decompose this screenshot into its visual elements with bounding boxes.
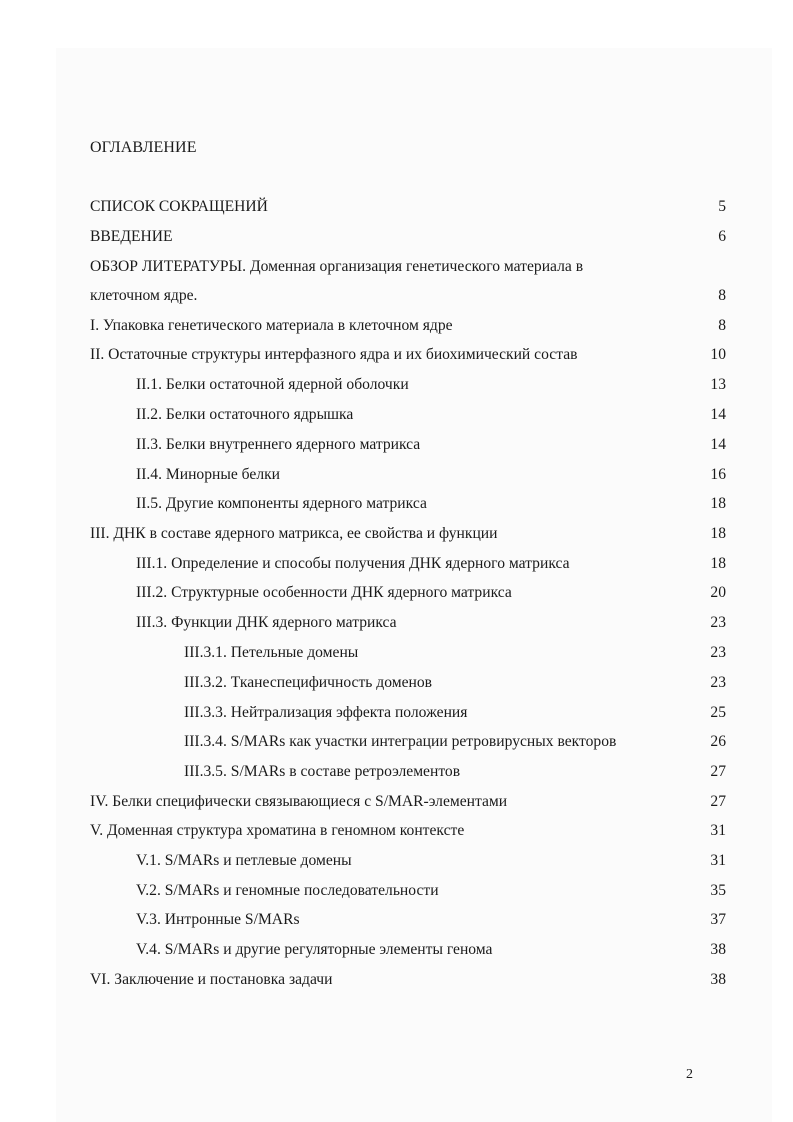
toc-entry-page: 18 (710, 555, 726, 572)
toc-entry-page: 27 (710, 793, 726, 810)
page-number: 2 (686, 1067, 693, 1082)
toc-entry-title: IV. Белки специфически связывающиеся с S/MAR-элементами (90, 793, 508, 810)
toc-entry-title: V.3. Интронные S/MARs (136, 911, 300, 928)
toc-entry-title: клеточном ядре. (90, 287, 198, 304)
toc-entry (0, 701, 793, 725)
toc-entry (0, 671, 793, 695)
toc-entry-title: II.4. Минорные белки (136, 466, 281, 483)
toc-entry-page: 31 (710, 822, 726, 839)
toc-entry (0, 641, 793, 665)
toc-entry-page: 18 (710, 495, 726, 512)
toc-entry-page: 16 (710, 466, 726, 483)
toc-entry-page: 27 (710, 763, 726, 780)
toc-entry (0, 255, 793, 279)
toc-entry-title: ОБЗОР ЛИТЕРАТУРЫ. Доменная организация генетического материала в (90, 258, 584, 275)
toc-entry (0, 730, 793, 754)
toc-entry-page: 10 (710, 346, 726, 363)
toc-entry (0, 195, 793, 219)
toc-entry (0, 463, 793, 487)
toc-entry (0, 760, 793, 784)
toc-entry-title: III.3.4. S/MARs как участки интеграции ретровирусных векторов (184, 733, 617, 750)
toc-entry-title: III.3.5. S/MARs в составе ретроэлементов (184, 763, 461, 780)
toc-entry (0, 492, 793, 516)
toc-entry-page: 23 (710, 614, 726, 631)
toc-entry-title: III. ДНК в составе ядерного матрикса, ее свойства и функции (90, 525, 498, 542)
toc-entry-page: 26 (710, 733, 726, 750)
toc-entry-title: III.3. Функции ДНК ядерного матрикса (136, 614, 397, 631)
toc-entry-page: 8 (718, 287, 726, 304)
toc-entry (0, 284, 793, 308)
toc-entry-page: 35 (710, 882, 726, 899)
toc-entry-title: ВВЕДЕНИЕ (90, 228, 173, 245)
toc-entry-title: V.4. S/MARs и другие регуляторные элементы генома (136, 941, 493, 958)
toc-entry (0, 433, 793, 457)
toc-entry-page: 8 (718, 317, 726, 334)
toc-entry-page: 14 (710, 406, 726, 423)
toc-entry-title: I. Упаковка генетического материала в клеточном ядре (90, 317, 453, 334)
toc-entry-page: 6 (718, 228, 726, 245)
toc-entry-title: СПИСОК СОКРАЩЕНИЙ (90, 198, 268, 215)
toc-entry (0, 819, 793, 843)
page-title: ОГЛАВЛЕНИЕ (90, 139, 197, 156)
toc-entry-page: 5 (718, 198, 726, 215)
toc-entry-page: 31 (710, 852, 726, 869)
toc-entry (0, 373, 793, 397)
toc-entry-page: 25 (710, 704, 726, 721)
toc-entry-title: V.2. S/MARs и геномные последовательности (136, 882, 439, 899)
toc-entry-page: 18 (710, 525, 726, 542)
toc-entry-title: III.3.1. Петельные домены (184, 644, 359, 661)
toc-entry-page: 13 (710, 376, 726, 393)
toc-entry (0, 908, 793, 932)
toc-entry (0, 611, 793, 635)
toc-entry-title: II.3. Белки внутреннего ядерного матрикса (136, 436, 421, 453)
toc-entry (0, 879, 793, 903)
toc-entry-title: III.3.3. Нейтрализация эффекта положения (184, 704, 468, 721)
toc-entry (0, 225, 793, 249)
toc-entry (0, 314, 793, 338)
toc-entry-page: 38 (710, 941, 726, 958)
toc-entry-title: III.3.2. Тканеспецифичность доменов (184, 674, 432, 691)
toc-entry-title: II.2. Белки остаточного ядрышка (136, 406, 354, 423)
toc-entry-page: 23 (710, 674, 726, 691)
toc-entry-title: V.1. S/MARs и петлевые домены (136, 852, 352, 869)
toc-entry-title: III.2. Структурные особенности ДНК ядерного матрикса (136, 584, 512, 601)
toc-entry-page: 23 (710, 644, 726, 661)
toc-entry (0, 522, 793, 546)
toc-entry (0, 552, 793, 576)
toc-entry (0, 581, 793, 605)
toc-entry-page: 38 (710, 971, 726, 988)
toc-entry-page: 14 (710, 436, 726, 453)
toc-entry-title: VI. Заключение и постановка задачи (90, 971, 333, 988)
toc-entry-title: III.1. Определение и способы получения ДНК ядерного матрикса (136, 555, 570, 572)
toc-entry (0, 343, 793, 367)
toc-entry (0, 790, 793, 814)
toc-entry-title: II.1. Белки остаточной ядерной оболочки (136, 376, 409, 393)
toc-entry-title: II.5. Другие компоненты ядерного матрикса (136, 495, 427, 512)
toc-entry-title: V. Доменная структура хроматина в геномном контексте (90, 822, 465, 839)
toc-entry-page: 20 (710, 584, 726, 601)
toc-entry-page: 37 (710, 911, 726, 928)
toc-entry-title: II. Остаточные структуры интерфазного ядра и их биохимический состав (90, 346, 578, 363)
toc-entry (0, 968, 793, 992)
toc-entry (0, 403, 793, 427)
toc-entry (0, 938, 793, 962)
toc-entry (0, 849, 793, 873)
